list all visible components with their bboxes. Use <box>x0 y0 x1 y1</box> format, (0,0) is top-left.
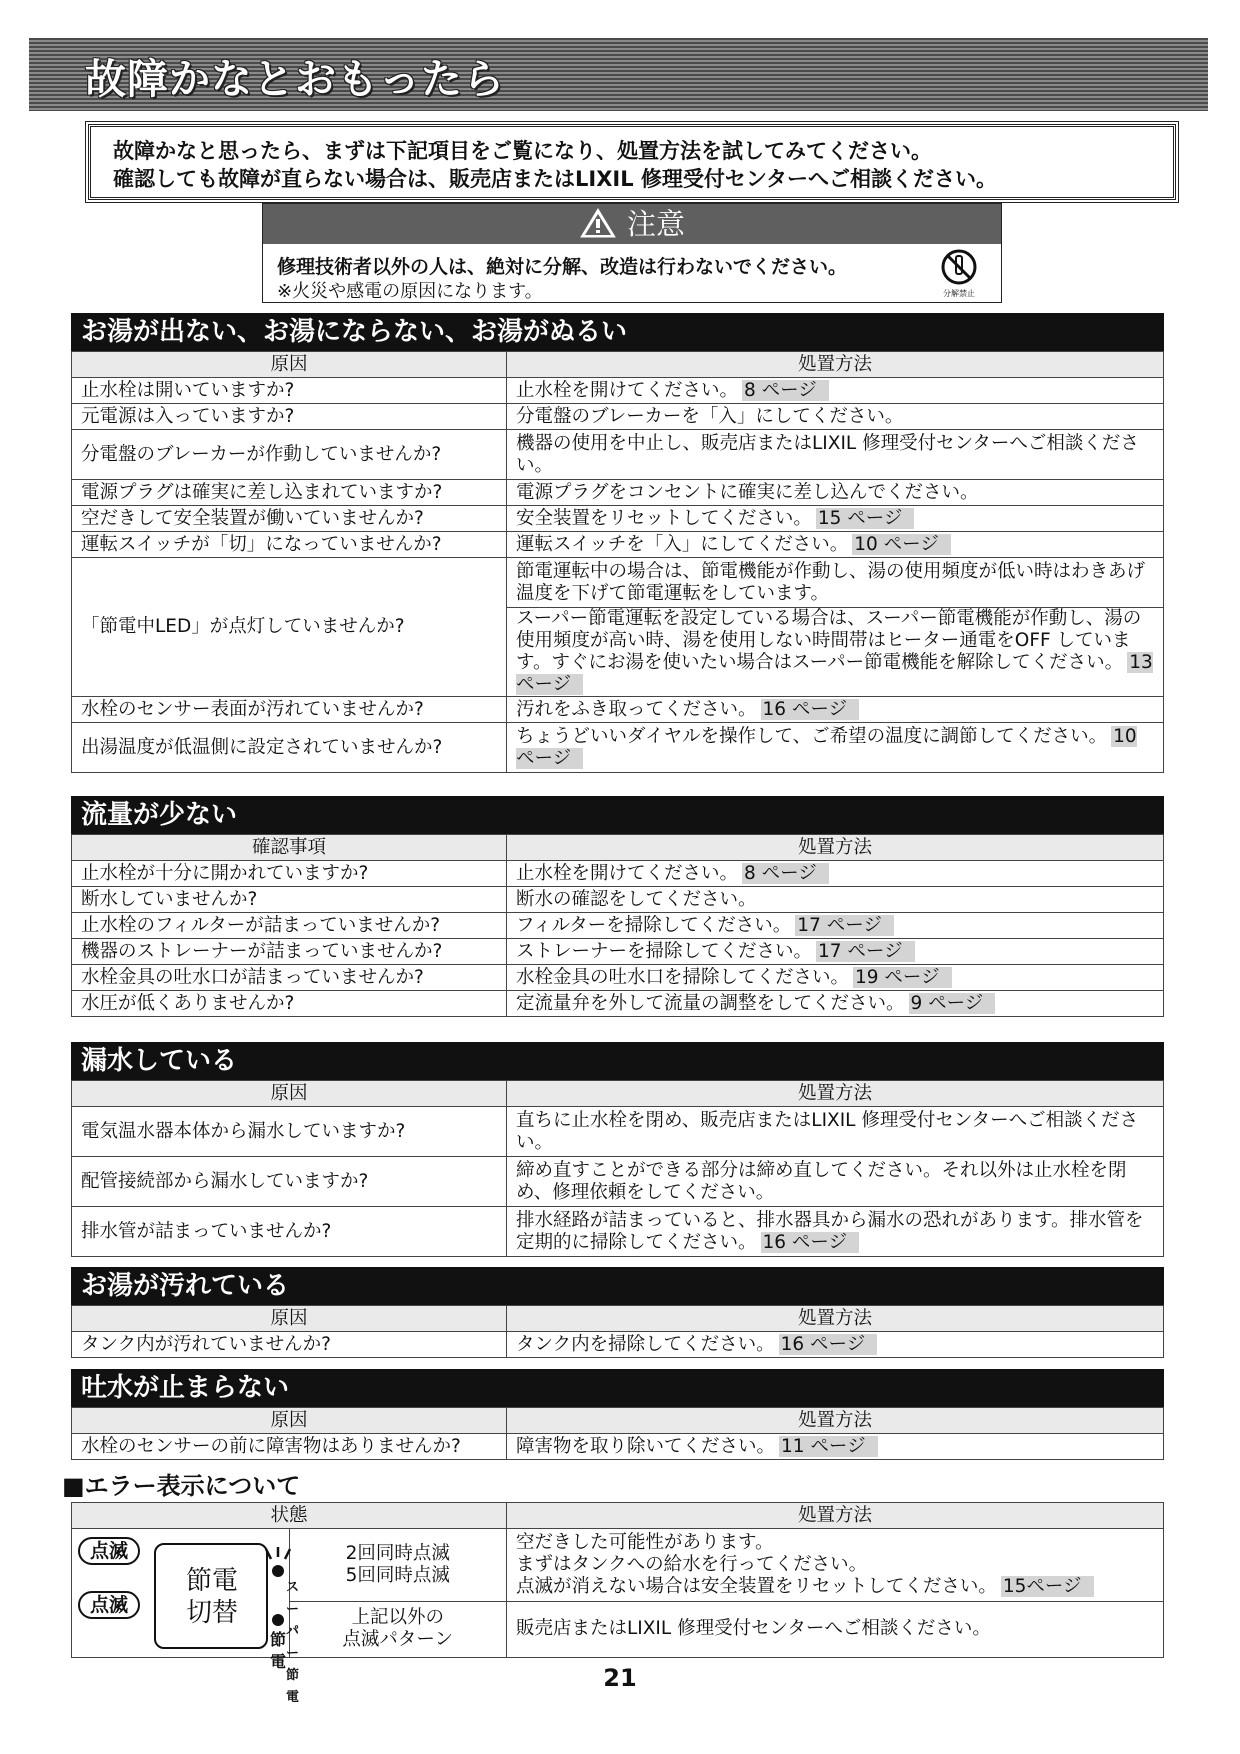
section-leak-title: 漏水している <box>71 1042 1164 1080</box>
table-row-fix: 分電盤のブレーカーを「入」にしてください。 <box>507 404 1164 430</box>
table-hot <box>71 351 1164 773</box>
page-ref: 16 ページ <box>779 1334 878 1355</box>
section-nostop-title: 吐水が止まらない <box>71 1369 1164 1407</box>
page-ref: 19 ページ <box>853 967 952 988</box>
col-header-check: 確認事項 <box>72 835 507 861</box>
no-disassembly-symbol <box>939 248 979 298</box>
caution-line-1: 修理技術者以外の人は、絶対に分解、改造は行わないでください。 <box>277 256 848 278</box>
table-row-cause: 水圧が低くありませんか? <box>72 991 507 1017</box>
intro-box <box>88 124 1176 200</box>
table-row-fix: タンク内を掃除してください。 16 ページ <box>507 1332 1164 1358</box>
error-heading: ■エラー表示について <box>62 1472 301 1500</box>
intro-line-2: 確認しても故障が直らない場合は、販売店またはLIXIL 修理受付センターへご相談ください。 <box>113 167 998 191</box>
page-ref: 15 ページ <box>816 508 915 529</box>
table-row-fix: 締め直すことができる部分は締め直してください。それ以外は止水栓を閉め、修理依頼をしてください。 <box>507 1157 1164 1207</box>
col-header-fix: 処置方法 <box>507 1081 1164 1107</box>
table-row-cause: 水栓のセンサー表面が汚れていませんか? <box>72 697 507 723</box>
table-row-cause: 運転スイッチが「切」になっていませんか? <box>72 532 507 558</box>
page-ref: 16 ページ <box>761 1232 860 1253</box>
caution-box <box>262 203 1002 303</box>
page-number: 21 <box>603 1664 637 1692</box>
table-row-fix: 止水栓を開けてください。 8 ページ <box>507 378 1164 404</box>
table-row-fix: 定流量弁を外して流量の調整をしてください。 9 ページ <box>507 991 1164 1017</box>
page-ref: 10ページ <box>516 725 1137 769</box>
table-row-fix: 販売店またはLIXIL 修理受付センターへご相談ください。 <box>507 1601 1164 1657</box>
table-row-fix: ストレーナーを掃除してください。 17 ページ <box>507 939 1164 965</box>
table-row-cause: 止水栓のフィルターが詰まっていませんか? <box>72 913 507 939</box>
table-flow <box>71 834 1164 1017</box>
col-header-fix: 処置方法 <box>507 1306 1164 1332</box>
table-row-fix: 直ちに止水栓を閉め、販売店またはLIXIL 修理受付センターへご相談ください。 <box>507 1107 1164 1157</box>
table-row-fix: 汚れをふき取ってください。 16 ページ <box>507 697 1164 723</box>
table-row-fix: 障害物を取り除いてください。 11 ページ <box>507 1434 1164 1460</box>
table-row-cause: 空だきして安全装置が働いていませんか? <box>72 506 507 532</box>
table-row-fix: 節電運転中の場合は、節電機能が作動し、湯の使用頻度が低い時はわきあげ温度を下げて節電運転をしています。 <box>507 558 1164 608</box>
col-header-state: 状態 <box>72 1503 507 1529</box>
table-row-fix: 水栓金具の吐水口を掃除してください。 19 ページ <box>507 965 1164 991</box>
table-row-cause: 断水していませんか? <box>72 887 507 913</box>
table-row-cause: 配管接続部から漏水していますか? <box>72 1157 507 1207</box>
table-row-cause: 電源プラグは確実に差し込まれていますか? <box>72 480 507 506</box>
table-row-fix: 空だきした可能性があります。 まずはタンクへの給水を行ってください。 点滅が消えない場合は安全装置をリセットしてください。 15ページ <box>507 1529 1164 1602</box>
super-save-led <box>272 1565 284 1577</box>
page-title: 故障かなとおもったら <box>85 55 505 103</box>
table-row-fix: ちょうどいいダイヤルを操作して、ご希望の温度に調節してください。 10ページ <box>507 723 1164 773</box>
caution-heading: 注意 <box>626 207 685 241</box>
page-ref: 13ページ <box>516 652 1153 695</box>
table-row-cause: タンク内が汚れていませんか? <box>72 1332 507 1358</box>
col-header-cause: 原因 <box>72 1408 507 1434</box>
col-header-cause: 原因 <box>72 1081 507 1107</box>
page-ref: 15ページ <box>1001 1576 1094 1597</box>
page-ref: 17 ページ <box>816 941 915 962</box>
super-save-label: スーパー節電 <box>286 1580 300 1705</box>
caution-header <box>263 204 1001 244</box>
table-row-cause: 出湯温度が低温側に設定されていませんか? <box>72 723 507 773</box>
section-hot-title: お湯が出ない、お湯にならない、お湯がぬるい <box>71 313 1164 351</box>
table-row-fix: 断水の確認をしてください。 <box>507 887 1164 913</box>
page-ref: 9 ページ <box>909 993 996 1014</box>
warning-icon <box>579 207 617 239</box>
table-row-fix: 止水栓を開けてください。 8 ページ <box>507 861 1164 887</box>
table-row-cause: 止水栓は開いていますか? <box>72 378 507 404</box>
title-bar <box>29 38 1208 111</box>
blink-pattern-2: 上記以外の 点滅パターン <box>289 1601 507 1657</box>
page-ref: 17 ページ <box>795 915 894 936</box>
blink-label-2: 点滅 <box>78 1591 140 1619</box>
no-disassembly-label: 分解禁止 <box>943 289 975 298</box>
indicator-diagram <box>72 1529 300 1705</box>
table-row-fix: 排水経路が詰まっていると、排水器具から漏水の恐れがあります。排水管を定期的に掃除してください。 16 ページ <box>507 1207 1164 1257</box>
table-nostop <box>71 1407 1164 1460</box>
table-row-cause: 排水管が詰まっていませんか? <box>72 1207 507 1257</box>
save-switch-button: 節電 切替 <box>185 1566 238 1628</box>
col-header-cause: 原因 <box>72 352 507 378</box>
table-row-fix: 運転スイッチを「入」にしてください。 10 ページ <box>507 532 1164 558</box>
page-ref: 11 ページ <box>779 1436 878 1457</box>
table-dirty <box>71 1305 1164 1358</box>
table-row-fix: 機器の使用を中止し、販売店またはLIXIL 修理受付センターへご相談ください。 <box>507 430 1164 480</box>
prohibition-icon <box>939 248 979 286</box>
col-header-fix: 処置方法 <box>507 1503 1164 1529</box>
page-ref: 8 ページ <box>742 863 829 884</box>
caution-line-2: ※火災や感電の原因になります。 <box>277 281 543 302</box>
table-row-cause: 水栓金具の吐水口が詰まっていませんか? <box>72 965 507 991</box>
table-row-cause: 電気温水器本体から漏水していますか? <box>72 1107 507 1157</box>
table-leak <box>71 1080 1164 1257</box>
table-row-cause: 元電源は入っていますか? <box>72 404 507 430</box>
col-header-cause: 原因 <box>72 1306 507 1332</box>
page-ref: 10 ページ <box>852 534 951 555</box>
blink-pattern-1: 2回同時点滅 5回同時点滅 <box>289 1529 507 1602</box>
table-row-cause: 分電盤のブレーカーが作動していませんか? <box>72 430 507 480</box>
blink-label-1: 点滅 <box>78 1537 140 1565</box>
section-dirty-title: お湯が汚れている <box>71 1267 1164 1305</box>
table-row-fix: 電源プラグをコンセントに確実に差し込んでください。 <box>507 480 1164 506</box>
page-ref: 8 ページ <box>742 380 829 401</box>
save-led <box>272 1614 284 1626</box>
table-row-cause: 機器のストレーナーが詰まっていませんか? <box>72 939 507 965</box>
save-label: 節電 <box>270 1630 287 1671</box>
intro-line-1: 故障かなと思ったら、まずは下記項目をご覧になり、処置方法を試してみてください。 <box>113 139 932 163</box>
page-ref: 16 ページ <box>761 699 860 720</box>
table-row-cause: 水栓のセンサーの前に障害物はありませんか? <box>72 1434 507 1460</box>
col-header-fix: 処置方法 <box>507 835 1164 861</box>
blink-rays-icon <box>260 1545 296 1565</box>
table-row-fix: スーパー節電運転を設定している場合は、スーパー節電機能が作動し、湯の使用頻度が高い時、湯を使用しない時間帯はヒーター通電をOFF しています。すぐにお湯を使いたい場合はスーパー節電機能を解除してください。 13ページ <box>507 608 1164 697</box>
table-row-fix: 安全装置をリセットしてください。 15 ページ <box>507 506 1164 532</box>
table-row-cause: 「節電中LED」が点灯していませんか? <box>72 558 507 697</box>
col-header-fix: 処置方法 <box>507 352 1164 378</box>
section-flow-title: 流量が少ない <box>71 796 1164 834</box>
col-header-fix: 処置方法 <box>507 1408 1164 1434</box>
table-row-cause: 止水栓が十分に開かれていますか? <box>72 861 507 887</box>
table-row-fix: フィルターを掃除してください。 17 ページ <box>507 913 1164 939</box>
